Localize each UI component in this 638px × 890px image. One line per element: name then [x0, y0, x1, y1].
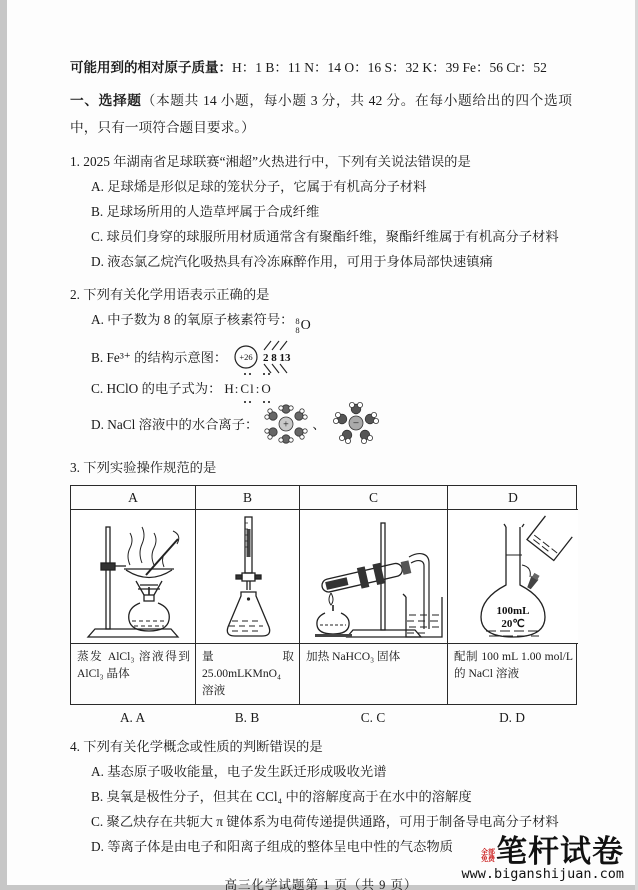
- nuclide-element: O: [300, 318, 311, 333]
- question-2: [70, 283, 572, 447]
- hydrated-anion-diagram: [331, 401, 381, 447]
- watermark-tag: 全部免费: [481, 848, 495, 863]
- question-1: [70, 150, 572, 274]
- caption-c: 加热 NaHCO₃ 固体: [300, 644, 448, 704]
- table-header-d: D: [448, 486, 578, 510]
- atomic-masses-line: [70, 58, 572, 78]
- eform-h: H: [224, 381, 235, 396]
- question-2-option-d: [70, 401, 572, 447]
- question-1-option-d: D. 液态氯乙烷汽化吸热具有冷冻麻醉作用，可用于身体局部快速镇痛: [91, 254, 493, 269]
- option-b-text: B. Fe³⁺ 的结构示意图：: [91, 349, 228, 365]
- eform-cl: Cl: [239, 376, 255, 401]
- question-2-option-a: [70, 307, 572, 338]
- section-title: 一、选择题: [70, 93, 142, 108]
- cation-charge: +: [283, 419, 290, 431]
- electron-dot-formula: [224, 376, 272, 401]
- question-2-option-b: [70, 338, 572, 376]
- atomic-masses-values: H：1 B：11 N：14 O：16 S：32 K：39 Fe：56 Cr：52: [232, 60, 547, 75]
- option-a-text: A. 中子数为 8 的氧原子核素符号：: [91, 312, 294, 327]
- watermark: [461, 834, 624, 882]
- caption-a: 蒸发 AlCl₃ 溶液得到 AlCl₃ 晶体: [71, 644, 196, 704]
- question-4-stem: 4. 下列有关化学概念或性质的判断错误的是: [70, 739, 323, 754]
- nuclide-mass: 8: [295, 316, 300, 326]
- question-2-stem: 2. 下列有关化学用语表示正确的是: [70, 287, 270, 302]
- option-c-text: C. HClO 的电子式为：: [91, 381, 222, 396]
- nuclide-z: 8: [295, 324, 300, 335]
- table-header-c: C: [300, 486, 448, 510]
- apparatus-evaporation: [71, 510, 196, 644]
- nucleus-charge: +26: [239, 352, 253, 362]
- watermark-brand: 笔杆试卷: [496, 834, 624, 869]
- question-3-answers: [70, 710, 577, 726]
- section-desc: （本题共 14 小题，每小题 3 分，共 42 分。在每小题给出的四个选项中，只有一项符合题目要求。）: [70, 93, 572, 135]
- apparatus-volumetric-flask: [448, 510, 578, 644]
- nuclide-symbol: [295, 313, 310, 338]
- question-3-stem: 3. 下列实验操作规范的是: [70, 460, 217, 475]
- eform-o: O: [260, 376, 272, 401]
- apparatus-table: [70, 485, 577, 705]
- answer-c: C. C: [360, 710, 386, 725]
- option-d-text: D. NaCl 溶液中的水合离子：: [91, 416, 259, 432]
- question-4-option-b: B. 臭氧是极性分子，但其在 CCl₄ 中的溶解度高于在水中的溶解度: [91, 789, 472, 804]
- flask-temp-label: 20℃: [501, 617, 525, 630]
- question-2-option-c: [70, 376, 572, 401]
- flask-volume-label: 100mL: [496, 604, 530, 617]
- caption-d: 配制 100 mL 1.00 mol/L 的 NaCl 溶液: [454, 650, 573, 680]
- table-header-b: B: [196, 486, 300, 510]
- watermark-url: www.biganshijuan.com: [461, 866, 624, 882]
- caption-b: 量取 25.00mLKMnO₄ 溶液: [196, 644, 300, 704]
- shell-electrons: 2 8 13: [263, 352, 291, 364]
- table-header-a: A: [71, 486, 196, 510]
- hydrated-cation-diagram: [262, 401, 310, 447]
- section-header: [70, 87, 572, 141]
- answer-a: A. A: [119, 710, 146, 725]
- ion-separator: 、: [312, 416, 326, 432]
- eform-colon1: :: [234, 381, 240, 396]
- question-1-option-c: C. 球员们身穿的球服所用材质通常含有聚酯纤维，聚酯纤维属于有机高分子材料: [91, 229, 559, 244]
- paper-content: [70, 58, 572, 890]
- answer-b: B. B: [234, 710, 260, 725]
- scan-edge-left: [0, 0, 7, 890]
- eform-colon2: :: [255, 381, 261, 396]
- anion-charge: −: [353, 417, 360, 430]
- question-1-option-a: A. 足球烯是形似足球的笼状分子，它属于有机高分子材料: [91, 179, 427, 194]
- page-footer: 高三化学试题第 1 页（共 9 页）: [224, 878, 418, 890]
- apparatus-heating-tube: [300, 510, 448, 644]
- question-1-option-b: B. 足球场所用的人造草坪属于合成纤维: [91, 204, 320, 219]
- apparatus-burette-titration: [196, 510, 300, 644]
- atom-structure-diagram: [231, 338, 317, 376]
- question-1-stem: 1. 2025 年湖南省足球联赛“湘超”火热进行中，下列有关说法错误的是: [70, 154, 471, 169]
- question-4-option-d: D. 等离子体是由电子和阳离子组成的整体呈电中性的气态物质: [91, 839, 453, 854]
- answer-d: D. D: [499, 710, 525, 725]
- atomic-masses-label: 可能用到的相对原子质量：: [70, 60, 232, 75]
- question-4-option-c: C. 聚乙炔存在共轭大 π 键体系为电荷传递提供通路，可用于制备导电高分子材料: [91, 814, 559, 829]
- question-3: [70, 456, 572, 726]
- question-4-option-a: A. 基态原子吸收能量，电子发生跃迁形成吸收光谱: [91, 764, 387, 779]
